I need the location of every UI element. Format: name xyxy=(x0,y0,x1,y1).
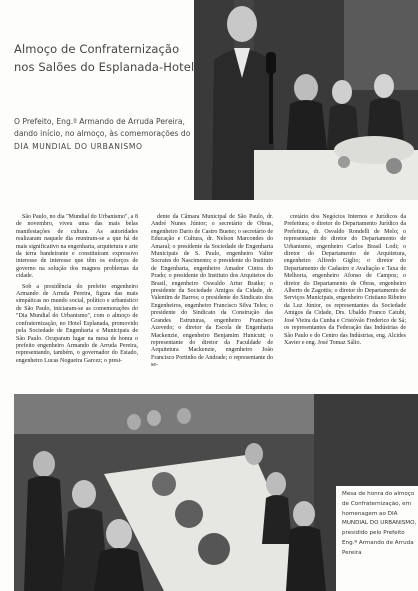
body-paragraph-1: São Paulo, no dia "Mundial do Urbanismo", a 8 de novembro, viveu uma das mais belas manifestações de cultura. As autoridades realizaram naquele dia reuniram-se a que há de mais significativo na engenharia, arquitetura e arte da terra bandeirante e constituíram expressivo interesse de interesse que têm os esforços de governo na solução dos magnos problemas da cidade. xyxy=(16,214,138,280)
photo-caption: Mesa de honra do almoço de Confraternização, em homenagem ao DIA MUNDIAL DO URBANISMO, presidido pelo Prefeito Eng.º Armando de Arruda Pereira xyxy=(342,491,417,556)
article-intro xyxy=(14,116,194,153)
body-paragraph-2: Sob a presidência do prefeito engenheiro Armando de Arruda Pereira, figura das mais simpáticas no mundo social, político e urbanístico de São Paulo, iniciaram-se as comemorações do "Dia Mundial do Urbanismo", com o almoço de confraternização, no Hotel Esplanada, promovido pela Sociedade de Engenharia e Municipais de São Paulo. Ocuparam lugar na mesa de honra o prefeito engenheiro Armando de Arruda Pereira, representando, também, o governador do Estado, engenheiro Lucas Nogueira Garcez; o presi- xyxy=(16,283,138,364)
photo-mayor-speaking xyxy=(194,0,418,200)
text-column-3 xyxy=(284,214,406,350)
text-column-2 xyxy=(151,214,273,373)
body-paragraph-4: cretário dos Negócios Internos e Jurídicos da Prefeitura; o diretor do Departamento Jurídico da Prefeitura, dr. Osvaldo Rondelli de Melo; o representante do diretor do Departamento de Urbanismo, engenheiro Carlos Brasil Lodi; o diretor do Departamento de Arquitetura, engenheiro Alfredo Giglio; o diretor do Departamento de Cadastro e Avaliação e Taxa de Melhoria, engenheiro Afonso de Campos; o diretor do Departamento de Obras, engenheiro Alberto de Zagottis; o diretor do Departamento de Serviços Municipais, engenheiro Cristiano Ribeiro da Luz Júnior, os representantes da Sociedade Amigos da Cidade, Drs. Ubaldo Franco Caiubi, José Vieira da Cunha e Cristóvão Frederico de Sá; os representantes da Federação das Indústrias de São Paulo e do Centro das Indústrias, eng. Alcides Xavier e eng. José Tomaz Sálio. xyxy=(284,214,406,346)
intro-text: O Prefeito, Eng.º Armando de Arruda Pereira, dando início, no almoço, às comemorações do xyxy=(14,117,191,139)
headline-line-1: Almoço de Confraternização xyxy=(14,42,180,56)
intro-emphasis: DIA MUNDIAL DO URBANISMO xyxy=(14,141,143,151)
body-paragraph-3: dente da Câmara Municipal de São Paulo, dr. André Nunes Júnior; o secretário de Obras, engenheiro Dario de Castro Bueno; o secretário de Educação e Cultura, dr. Nelson Marcondes do Amaral; o presidente da Sociedade de Engenharia Municipais de S. Paulo, engenheiro Valter Socrates do Nascimento; o presidente do Instituto de Engenharia, engenheiro Amador Cintra do Prado; o presidente do Instituto dos Arquitetos do Brasil, engenheiro Oswaldo Artur Bratke; o presidente da Sociedade Amigos da Cidade, dr. Valentim de Barros; o presidente do Sindicato dos Engenheiros, engenheiro Francisco Silva Teles; o presidente do Sindicato da Construção das Grandes Estruturas, engenheiro Francisco Azevedo; o diretor da Escola de Engenharia Mackenzie, engenheiro Benjamim Hunicutt; o representante do diretor da Faculdade de Arquitetura Mackenzie, engenheiro João Francisco Portinho de Andrade; o representante do se- xyxy=(151,214,273,369)
headline-line-2: nos Salões do Esplanada-Hotel xyxy=(14,60,195,74)
text-column-1 xyxy=(16,214,138,368)
article-headline xyxy=(14,40,194,76)
